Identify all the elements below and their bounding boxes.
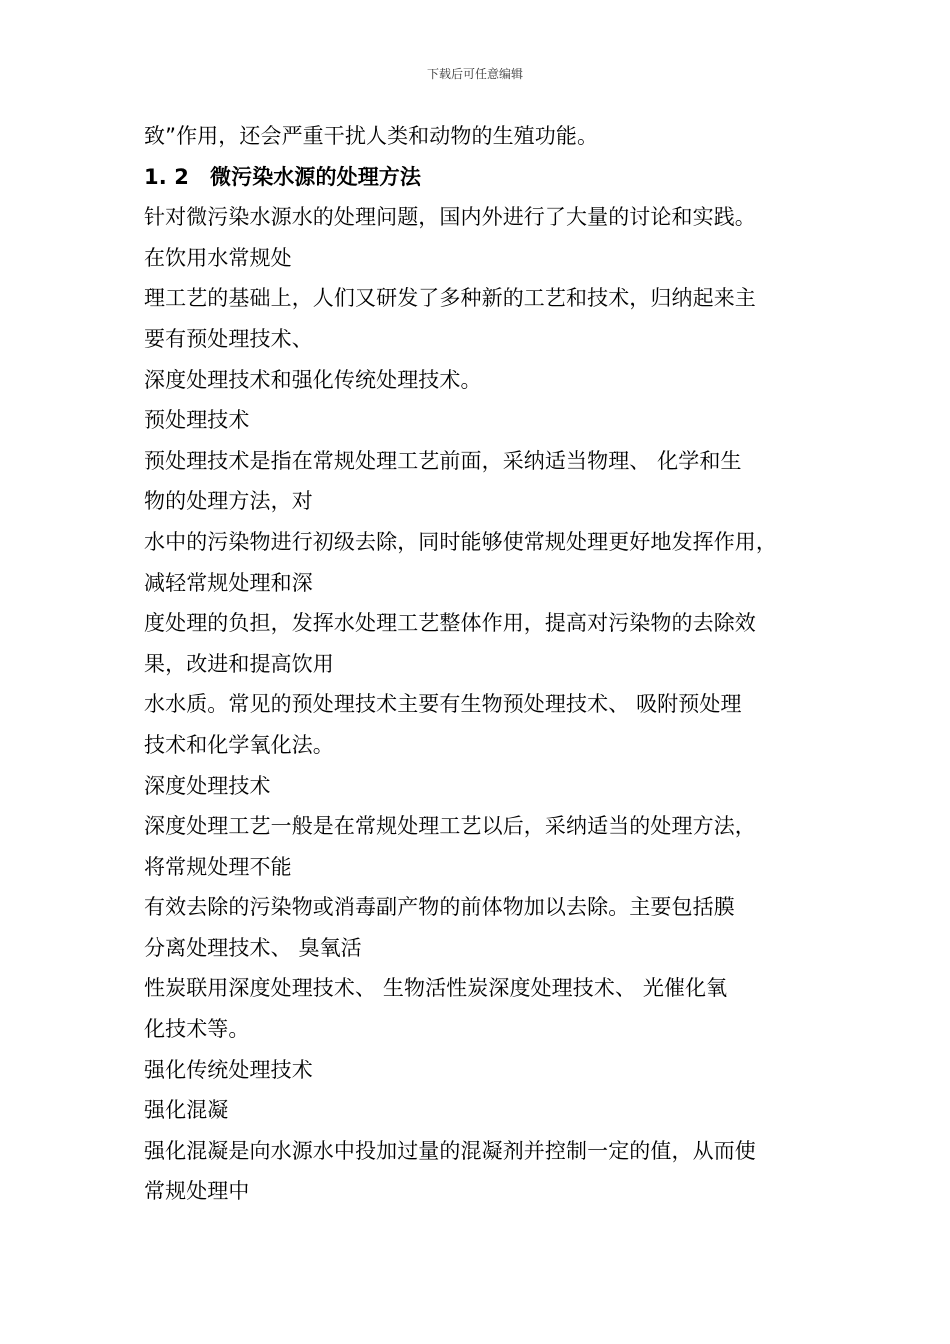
paragraph-line: 物的处理方法，对 [144, 489, 313, 514]
paragraph-line: 性炭联用深度处理技术、 生物活性炭深度处理技术、 光催化氧 [144, 976, 728, 1001]
paragraph-line: 预处理技术是指在常规处理工艺前面，采纳适当物理、 化学和生 [144, 448, 742, 473]
paragraph-line: 在饮用水常规处 [144, 245, 292, 270]
paragraph-line: 深度处理工艺一般是在常规处理工艺以后，采纳适当的处理方法， [144, 814, 756, 839]
paragraph-line: 常规处理中 [144, 1179, 250, 1204]
paragraph-line: 将常规处理不能 [144, 854, 292, 879]
paragraph-line: 理工艺的基础上，人们又研发了多种新的工艺和技术，归纳起来主 [144, 286, 756, 311]
paragraph-line: 减轻常规处理和深 [144, 570, 313, 595]
paragraph-line: 水中的污染物进行初级去除，同时能够使常规处理更好地发挥作用， [144, 529, 777, 554]
paragraph-line: 化技术等。 [144, 1017, 250, 1042]
paragraph-line: 强化混凝是向水源水中投加过量的混凝剂并控制一定的值，从而使 [144, 1138, 756, 1163]
paragraph-line: 强化混凝 [144, 1098, 229, 1123]
paragraph-line: 技术和化学氧化法。 [144, 732, 334, 757]
section-heading: 1. 2 微污染水源的处理方法 [144, 164, 422, 189]
paragraph-line: 分离处理技术、 臭氧活 [144, 935, 362, 960]
paragraph-line: 强化传统处理技术 [144, 1057, 313, 1082]
paragraph-line: 致”作用，还会严重干扰人类和动物的生殖功能。 [144, 124, 599, 148]
paragraph-line: 度处理的负担，发挥水处理工艺整体作用，提高对污染物的去除效 [144, 611, 756, 636]
paragraph-line: 针对微污染水源水的处理问题，国内外进行了大量的讨论和实践。 [144, 205, 756, 230]
paragraph-line: 深度处理技术和强化传统处理技术。 [144, 367, 482, 392]
paragraph-line: 要有预处理技术、 [144, 326, 313, 351]
document-body [144, 116, 824, 1212]
paragraph-line: 预处理技术 [144, 408, 250, 433]
paragraph-line: 果，改进和提高饮用 [144, 651, 334, 676]
page-header-note: 下载后可任意编辑 [426, 67, 523, 81]
paragraph-line: 深度处理技术 [144, 773, 271, 798]
paragraph-line: 水水质。常见的预处理技术主要有生物预处理技术、 吸附预处理 [144, 692, 742, 717]
paragraph-line: 有效去除的污染物或消毒副产物的前体物加以去除。主要包括膜 [144, 895, 735, 920]
